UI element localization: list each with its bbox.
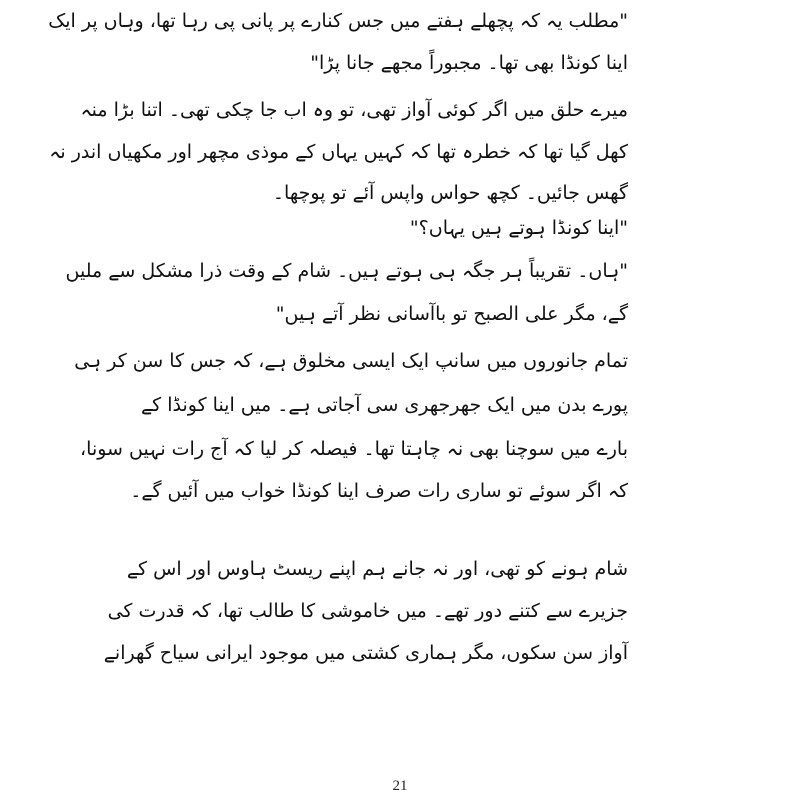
text-line: میرے حلق میں اگر کوئی آواز تھی، تو وہ اب جا چکی تھی۔ اتنا بڑا منہ <box>80 99 628 121</box>
text-line: آواز سن سکوں، مگر ہماری کشتی میں موجود ایرانی سیاح گھرانے <box>103 642 628 664</box>
page-number: 21 <box>392 778 408 794</box>
text-line: بارے میں سوچنا بھی نہ چاہتا تھا۔ فیصلہ کر لیا کہ آج رات نہیں سونا، <box>80 438 628 460</box>
text-line: گے، مگر علی الصبح تو باآسانی نظر آتے ہیں" <box>275 303 628 325</box>
text-line: تمام جانوروں میں سانپ ایک ایسی مخلوق ہے، کہ جس کا سن کر ہی <box>74 350 628 372</box>
text-line: گھس جائیں۔ کچھ حواس واپس آئے تو پوچھا۔ <box>272 182 628 204</box>
text-line: کھل گیا تھا کہ خطرہ تھا کہ کہیں یہاں کے موذی مچھر اور مکھیاں اندر نہ <box>49 141 628 163</box>
text-line: "مطلب یہ کہ پچھلے ہفتے میں جس کنارے پر پانی پی رہا تھا، وہاں پر ایک <box>48 10 628 32</box>
text-line: اینا کونڈا بھی تھا۔ مجبوراً مجھے جانا پڑا" <box>310 52 628 74</box>
text-line: شام ہونے کو تھی، اور نہ جانے ہم اپنے ریسٹ ہاوس اور اس کے <box>126 558 628 580</box>
text-line: کہ اگر سوئے تو ساری رات صرف اینا کونڈا خواب میں آئیں گے۔ <box>130 480 628 502</box>
text-line: جزیرے سے کتنے دور تھے۔ میں خاموشی کا طالب تھا، کہ قدرت کی <box>107 600 628 622</box>
text-line: "ہاں۔ تقریباً ہر جگہ ہی ہوتے ہیں۔ شام کے وقت ذرا مشکل سے ملیں <box>65 260 628 282</box>
text-line: "اینا کونڈا ہوتے ہیں یہاں؟" <box>409 217 628 239</box>
text-line: پورے بدن میں ایک جھرجھری سی آجاتی ہے۔ میں اینا کونڈا کے <box>141 394 628 416</box>
